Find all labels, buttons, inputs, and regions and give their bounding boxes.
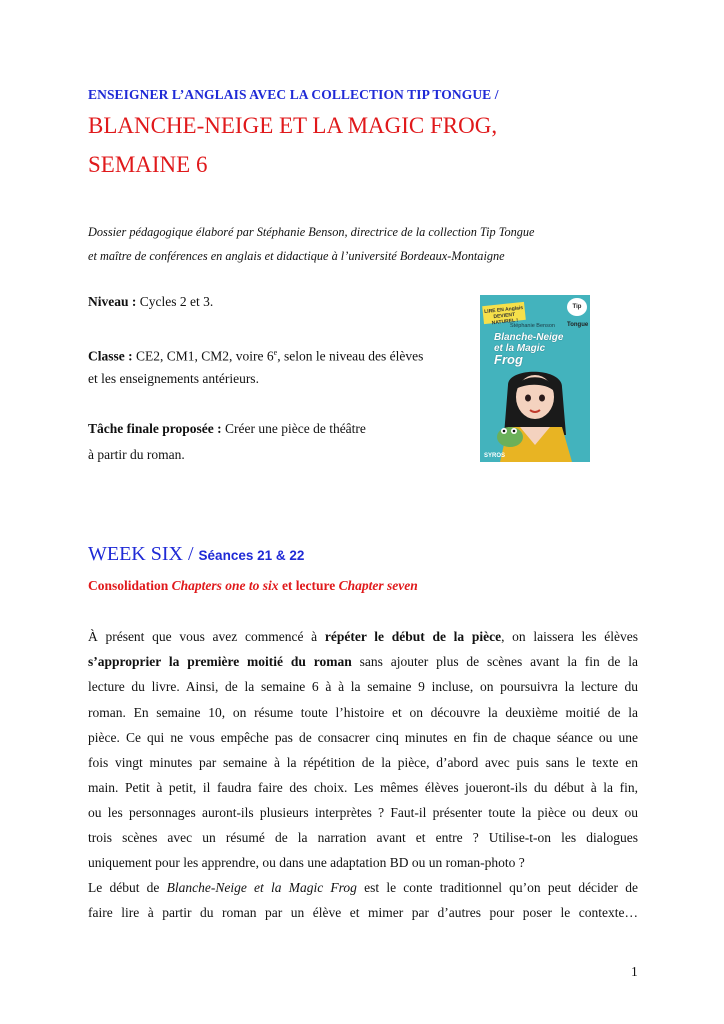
paragraph-line: uniquement pour les apprendre, ou dans une adaptation BD ou un roman-photo ? — [88, 855, 525, 870]
paragraph-line: Le début de Blanche-Neige et la Magic Frog est le conte traditionnel qu’on peut décider de — [88, 880, 638, 895]
classe-line2: et les enseignements antérieurs. — [88, 371, 259, 386]
paragraph-line: main. Petit à petit, il faudra faire des choix. Les mêmes élèves joueront-ils du début à la fin, — [88, 780, 638, 795]
section-subheading: Consolidation Chapters one to six et lecture Chapter seven — [88, 578, 418, 593]
credit-line: Dossier pédagogique élaboré par Stéphanie Benson, directrice de la collection Tip Tongue — [88, 225, 535, 239]
week-title: WEEK SIX — [88, 543, 183, 565]
cover-author: Stéphanie Benson — [510, 323, 555, 329]
publisher-logo: SYROS — [484, 453, 506, 459]
document-title: BLANCHE-NEIGE ET LA MAGIC FROG, — [88, 113, 498, 138]
paragraph-line: roman. En semaine 10, on résume toute l’histoire et on découvre la deuxième moitié de la — [88, 705, 638, 720]
sessions-label: Séances 21 & 22 — [198, 548, 305, 563]
cover-badge: LIRE EN Anglais DEVIENT NATUREL ! — [482, 302, 526, 324]
paragraph-line: s’approprier la première moitié du roman sans ajouter plus de scènes avant la fin de la — [88, 654, 638, 669]
classe-value-cont: , selon le niveau des élèves — [277, 348, 424, 364]
classe-label: Classe : — [88, 348, 133, 364]
document-subtitle: SEMAINE 6 — [88, 152, 208, 177]
niveau-label: Niveau : — [88, 294, 137, 309]
tache-value: Créer une pièce de théâtre — [221, 421, 366, 436]
tache-label: Tâche finale proposée : — [88, 421, 222, 436]
classe-value: CE2, CM1, CM2, voire 6 — [132, 348, 274, 364]
paragraph-line: ou les personnages auront-ils plusieurs interprètes ? Faut-il présenter toute la pièce ou deux ou — [88, 805, 638, 820]
niveau-value: Cycles 2 et 3. — [136, 294, 214, 309]
cover-illustration — [480, 365, 590, 462]
paragraph-line: fois vingt minutes par semaine à la répétition de la pièce, d’abord avec puis sans le texte en — [88, 755, 638, 770]
credit-line: et maître de conférences en anglais et didactique à l’université Bordeaux-Montaigne — [88, 249, 505, 263]
paragraph-line: lecture du livre. Ainsi, de la semaine 6 à à la semaine 9 incluse, on poursuivra la lecture du — [88, 679, 638, 694]
paragraph-line: trois scènes avec un résumé de la narration avant et entre ? Utilise-t-on les dialogues — [88, 830, 638, 845]
paragraph-line: pièce. Ce qui ne vous empêche pas de consacrer cinq minutes en fin de chaque séance ou une — [88, 730, 638, 745]
paragraph-line: À présent que vous avez commencé à répéter le début de la pièce, on laissera les élèves — [88, 629, 638, 644]
niveau-field — [88, 292, 213, 312]
classe-field — [88, 343, 423, 367]
classe-superscript: e — [273, 348, 278, 357]
paragraph-line: faire lire à partir du roman par un élève et mimer par d’autres pour poser le contexte… — [88, 905, 638, 920]
cover-title: Blanche-Neige et la Magic Frog — [494, 332, 564, 367]
section-heading: WEEK SIX / Séances 21 & 22 — [88, 543, 305, 565]
tache-field — [88, 419, 366, 439]
page-number: 1 — [631, 964, 638, 979]
tache-line2: à partir du roman. — [88, 447, 185, 462]
tip-tongue-logo: Tip Tongue — [567, 298, 587, 316]
series-heading: ENSEIGNER L’ANGLAIS AVEC LA COLLECTION TIP TONGUE / — [88, 87, 499, 102]
book-cover-image — [480, 295, 590, 462]
